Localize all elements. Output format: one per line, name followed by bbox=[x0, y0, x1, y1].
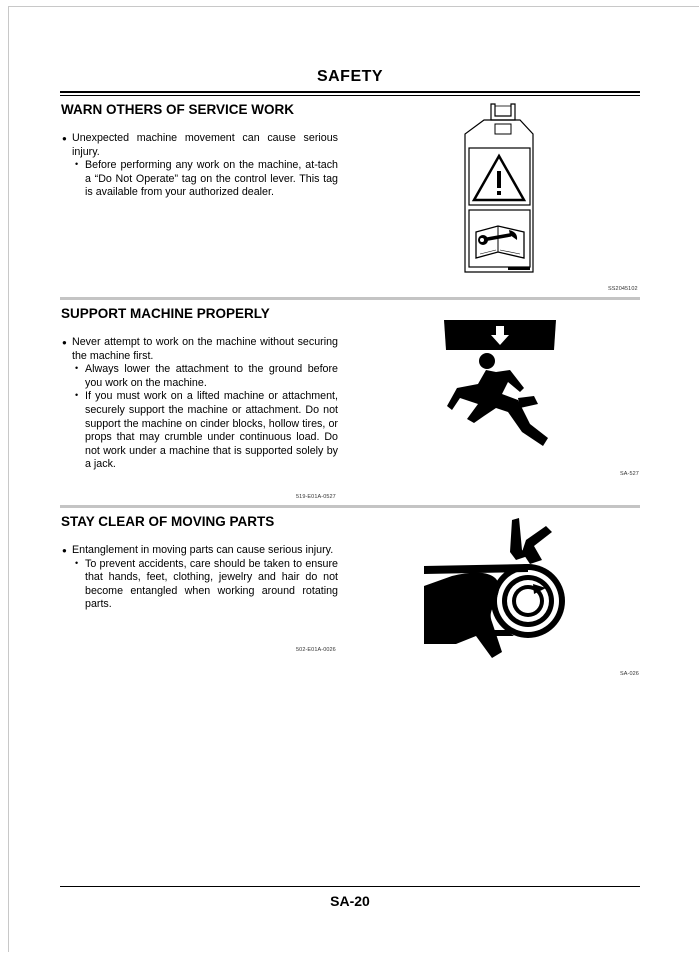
text-code: 502-E01A-0026 bbox=[296, 647, 336, 653]
text-code: 519-E01A-0527 bbox=[296, 494, 336, 500]
section-heading-moving-parts: STAY CLEAR OF MOVING PARTS bbox=[61, 514, 275, 529]
section-divider bbox=[60, 297, 640, 300]
section-body-moving-parts bbox=[62, 544, 338, 612]
sub-bullet: • Before performing any work on the machine, at-tach a “Do Not Operate” tag on the control lever. This tag is available from your authorized dealer. bbox=[62, 159, 338, 200]
figure-code: SA-026 bbox=[620, 671, 639, 677]
title-rule-thin bbox=[60, 95, 640, 96]
page-number: SA-20 bbox=[330, 893, 370, 909]
bullet: ● Never attempt to work on the machine without securing the machine first. bbox=[62, 336, 338, 363]
entanglement-hazard-icon bbox=[422, 516, 567, 662]
bullet: ● Entanglement in moving parts can cause serious injury. bbox=[62, 544, 338, 558]
section-body-support-machine bbox=[62, 336, 338, 472]
sub-bullet: • If you must work on a lifted machine or attachment, securely support the machine or attachment. Do not support the machine on cinder blocks, hollow tires, or props that may crumble under continuous load. Do not work under a machine that is supported solely by a jack. bbox=[62, 390, 338, 472]
page-title: SAFETY bbox=[316, 68, 384, 85]
figure-code: SS2045102 bbox=[608, 286, 638, 292]
section-body-warn-others bbox=[62, 132, 338, 200]
do-not-operate-tag-icon bbox=[462, 104, 542, 279]
section-divider bbox=[60, 505, 640, 508]
section-heading-warn-others: WARN OTHERS OF SERVICE WORK bbox=[61, 102, 295, 117]
title-rule bbox=[60, 91, 640, 93]
sub-bullet: • Always lower the attachment to the ground before you work on the machine. bbox=[62, 363, 338, 390]
bullet: ● Unexpected machine movement can cause serious injury. bbox=[62, 132, 338, 159]
sub-bullet: • To prevent accidents, care should be taken to ensure that hands, feet, clothing, jewelry and hair do not become entangled when working around rotating parts. bbox=[62, 558, 338, 612]
crushing-hazard-icon bbox=[444, 320, 559, 455]
section-heading-support-machine: SUPPORT MACHINE PROPERLY bbox=[61, 306, 270, 321]
figure-code: SA-527 bbox=[620, 471, 639, 477]
footer-rule bbox=[60, 886, 640, 887]
